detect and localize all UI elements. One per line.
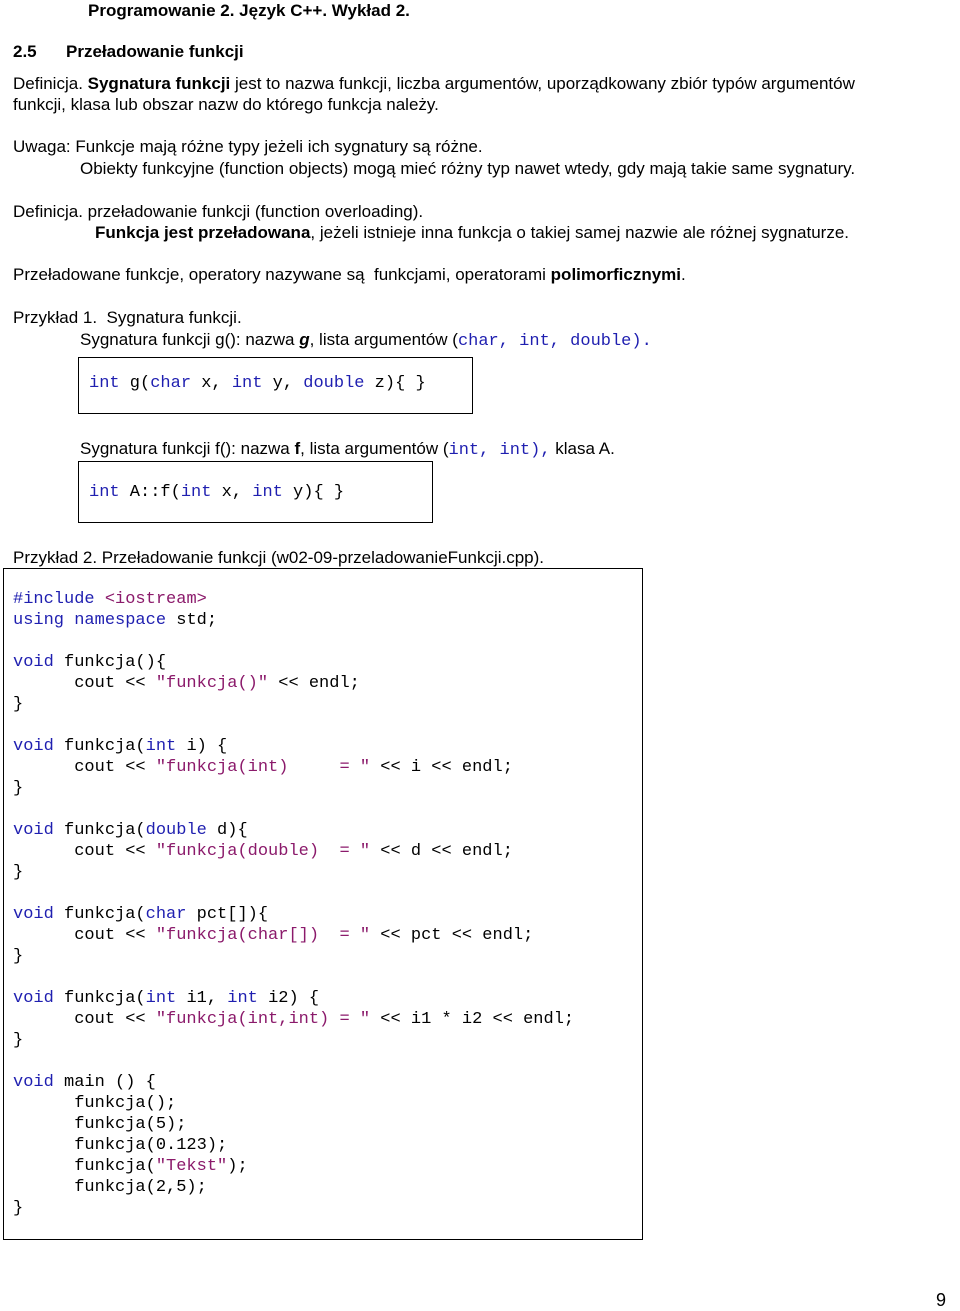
code-line: void funkcja(char pct[]){ — [13, 905, 269, 924]
code-line: void main () { — [13, 1073, 156, 1092]
code-line: void funkcja(int i) { — [13, 737, 228, 756]
code-line: #include <iostream> — [13, 590, 207, 609]
note-line1: Uwaga: Funkcje mają różne typy jeżeli ich sygnatury są różne. — [13, 137, 483, 156]
code-line — [13, 799, 574, 820]
poly-post: . — [681, 265, 686, 284]
example1-title: Przykład 1. Sygnatura funkcji. — [13, 308, 242, 327]
code-line: funkcja(0.123); — [13, 1136, 228, 1155]
code-line: using namespace std; — [13, 611, 218, 630]
f-sig-name: f — [294, 439, 301, 458]
code-line: void funkcja(double d){ — [13, 821, 248, 840]
code-line: funkcja(); — [13, 1094, 177, 1113]
definition-overloading: Definicja. przeładowanie funkcji (function overloading). — [13, 202, 424, 221]
g-sig-pre: Sygnatura funkcji g(): nazwa — [80, 330, 300, 349]
polymorphic-statement — [13, 264, 686, 285]
code-line: cout << "funkcja(int,int) = " << i1 * i2 << endl; — [13, 1010, 575, 1029]
code-line: funkcja("Tekst"); — [13, 1157, 248, 1176]
page-header-title: Programowanie 2. Język C++. Wykład 2. — [88, 1, 410, 20]
program-code — [13, 589, 574, 1219]
code-line — [13, 1051, 574, 1072]
definition-text: jest to nazwa funkcji, liczba argumentów, uporządkowany zbiór typów argumentów — [230, 74, 855, 93]
code-line — [13, 883, 574, 904]
example2-title: Przykład 2. Przeładowanie funkcji (w02-09-przeladowanieFunkcji.cpp). — [13, 548, 545, 567]
code-line: cout << "funkcja(double) = " << d << endl; — [13, 842, 513, 861]
code-g: int g(char x, int y, double z){ } — [89, 374, 426, 393]
code-line: } — [13, 947, 24, 966]
code-line: } — [13, 1199, 24, 1218]
code-line: } — [13, 779, 24, 798]
overloading-rest: , jeżeli istnieje inna funkcja o takiej samej nazwie ale różnej sygnaturze. — [310, 223, 850, 242]
example1-g-signature — [80, 329, 652, 352]
code-line: cout << "funkcja()" << endl; — [13, 674, 360, 693]
overloading-term: Funkcja jest przeładowana — [95, 223, 311, 242]
f-sig-pre: Sygnatura funkcji f(): nazwa — [80, 439, 295, 458]
section-number: 2.5 — [13, 42, 37, 61]
code-line — [13, 967, 574, 988]
code-f: int A::f(int x, int y){ } — [89, 483, 345, 502]
g-sig-mid: , lista argumentów ( — [309, 330, 458, 349]
code-line: cout << "funkcja(int) = " << i << endl; — [13, 758, 513, 777]
section-title: Przeładowanie funkcji — [66, 42, 244, 61]
code-line: funkcja(5); — [13, 1115, 187, 1134]
code-line: funkcja(2,5); — [13, 1178, 207, 1197]
example1-f-signature — [80, 438, 615, 461]
code-line: } — [13, 1031, 24, 1050]
page-number: 9 — [936, 1290, 947, 1310]
definition-signature-line2: funkcji, klasa lub obszar nazw do którego funkcja należy. — [13, 95, 439, 114]
definition-signature — [13, 73, 855, 94]
g-sig-types: char, int, double). — [457, 332, 652, 351]
note-line2: Obiekty funkcyjne (function objects) mogą mieć różny typ nawet wtedy, gdy mają takie same sygnatury. — [80, 159, 856, 178]
definition-term: Sygnatura funkcji — [87, 74, 231, 93]
code-line: } — [13, 695, 24, 714]
code-line: } — [13, 863, 24, 882]
code-line: void funkcja(){ — [13, 653, 167, 672]
g-sig-name: g — [299, 330, 310, 349]
code-line: cout << "funkcja(char[]) = " << pct << endl; — [13, 926, 534, 945]
definition-lead: Definicja. — [13, 74, 88, 93]
f-sig-mid: , lista argumentów ( — [300, 439, 449, 458]
poly-term: polimorficznymi — [550, 265, 682, 284]
code-line: void funkcja(int i1, int i2) { — [13, 989, 320, 1008]
poly-pre: Przeładowane funkcje, operatory nazywane są funkcjami, operatorami — [13, 265, 551, 284]
f-sig-post: klasa A. — [550, 439, 615, 458]
code-line — [13, 715, 574, 736]
f-sig-types: int, int), — [448, 441, 551, 460]
definition-overloading-text — [95, 222, 849, 243]
code-line — [13, 631, 574, 652]
